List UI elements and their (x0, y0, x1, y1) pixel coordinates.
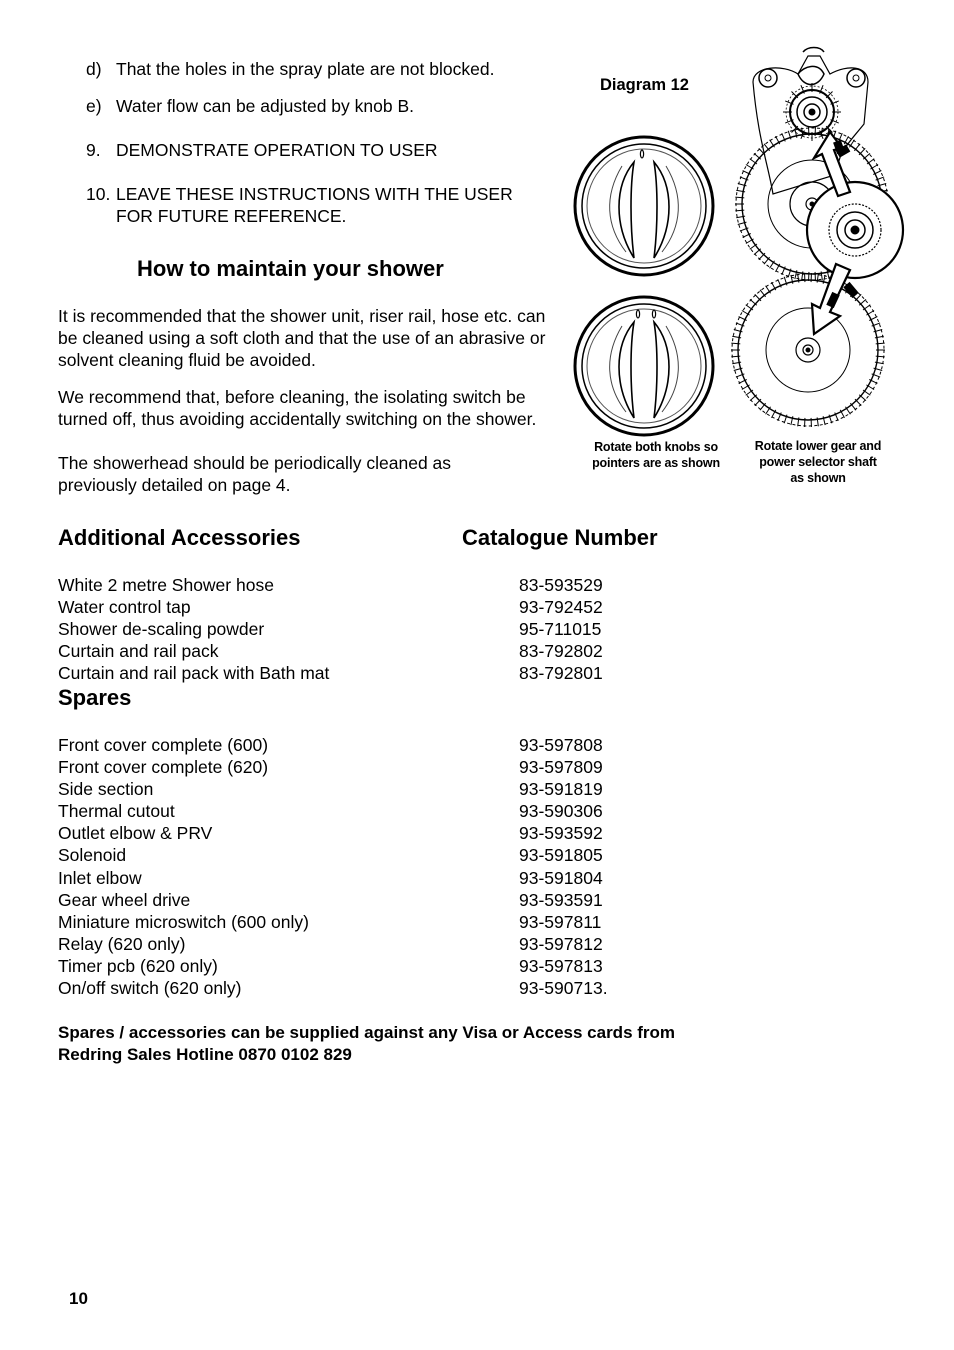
list-marker: e) (86, 96, 102, 116)
maintain-paragraph-3: The showerhead should be periodically cleaned as previously detailed on page 4. (58, 453, 452, 495)
table-row (58, 756, 658, 778)
lower-gear-icon (731, 273, 885, 427)
instruction-item-10 (86, 183, 516, 227)
table-row (58, 596, 658, 618)
table-row (58, 778, 658, 800)
gear-tooth (863, 153, 870, 159)
catalogue-number: 93-591805 (519, 845, 603, 866)
catalogue-number: 93-593591 (519, 889, 603, 910)
maintain-heading: How to maintain your shower (137, 256, 444, 281)
catalogue-number: 93-792452 (519, 597, 603, 618)
catalogue-number: 93-597808 (519, 735, 603, 755)
sales-hotline-note (58, 1022, 675, 1066)
sales-note-line-2: Redring Sales Hotline 0870 0102 829 (58, 1045, 352, 1064)
spares-heading: Spares (58, 685, 132, 710)
list-text: That the holes in the spray plate are not blocked. (116, 59, 495, 79)
diagram-title: Diagram 12 (600, 76, 689, 94)
diagram-caption-right: Rotate lower gear and power selector shaft as shown (754, 439, 882, 485)
table-row (58, 955, 658, 977)
table-row (58, 734, 658, 756)
table-row (58, 889, 658, 911)
item-name: Miniature microswitch (600 only) (58, 911, 309, 932)
bottom-knob-icon (575, 297, 713, 435)
item-name: Front cover complete (620) (58, 757, 269, 778)
gear-tooth (759, 253, 765, 260)
diagram-12 (568, 44, 918, 494)
item-name: Water control tap (58, 597, 191, 618)
accessories-table (58, 574, 658, 684)
catalogue-number: 93-597812 (519, 933, 603, 954)
gear-tooth (750, 299, 757, 305)
table-row (58, 800, 658, 822)
catalogue-number-heading: Catalogue Number (462, 525, 658, 550)
table-row (58, 844, 658, 866)
gear-tooth (755, 399, 761, 406)
gear-housing-icon (753, 48, 868, 195)
item-name: Front cover complete (600) (58, 735, 269, 755)
catalogue-number: 93-591804 (519, 867, 603, 888)
instruction-item-d (86, 58, 556, 80)
diagram-caption-left: Rotate both knobs so pointers are as shown (592, 440, 720, 470)
catalogue-number: 83-792802 (519, 641, 603, 662)
table-row (58, 977, 658, 999)
catalogue-number: 93-597809 (519, 757, 603, 778)
gear-tooth (859, 395, 866, 401)
catalogue-number: 83-593529 (519, 575, 603, 595)
catalogue-number: 93-597811 (519, 911, 602, 932)
catalogue-number: 93-591819 (519, 779, 603, 800)
sales-note-line-1: Spares / accessories can be supplied against any Visa or Access cards from (58, 1023, 676, 1042)
power-selector-shaft-icon (807, 182, 903, 278)
catalogue-number: 93-597813 (519, 955, 603, 976)
catalogue-number: 95-711015 (519, 619, 602, 640)
item-name: Relay (620 only) (58, 933, 186, 954)
catalogue-number: 93-593592 (519, 823, 603, 844)
catalogue-number: 83-792801 (519, 663, 603, 684)
maintain-paragraph-2: We recommend that, before cleaning, the isolating switch be turned off, thus avoiding accidentally switching on the shower. (58, 387, 537, 429)
gear-tooth (755, 294, 761, 301)
table-row (58, 933, 658, 955)
gear-tooth (855, 294, 861, 301)
item-name: Curtain and rail pack (58, 641, 219, 662)
list-marker: 10. (86, 184, 111, 204)
page-number: 10 (69, 1289, 88, 1308)
gear-tooth (859, 148, 865, 155)
upper-pinion-gear-icon (783, 83, 841, 141)
catalogue-number: 93-590306 (519, 801, 603, 822)
table-row (58, 640, 658, 662)
item-name: Side section (58, 779, 154, 800)
list-text: DEMONSTRATE OPERATION TO USER (116, 140, 438, 160)
table-row (58, 574, 658, 596)
item-name: White 2 metre Shower hose (58, 575, 274, 595)
item-name: Thermal cutout (58, 801, 175, 822)
table-row (58, 867, 658, 889)
table-row (58, 662, 658, 684)
item-name: Curtain and rail pack with Bath mat (58, 663, 330, 684)
gear-tooth (855, 399, 861, 406)
top-knob-icon (575, 137, 713, 275)
catalogue-number: 93-590713. (519, 978, 608, 999)
list-marker: d) (86, 59, 102, 79)
item-name: Shower de-scaling powder (58, 619, 265, 640)
gear-tooth (859, 299, 866, 305)
diagram-drawing (568, 44, 918, 494)
gear-tooth (754, 153, 761, 159)
gear-tooth (754, 249, 761, 255)
instruction-item-e (86, 95, 536, 117)
list-marker: 9. (86, 140, 101, 160)
instruction-item-9 (86, 139, 536, 161)
item-name: Gear wheel drive (58, 889, 191, 910)
table-row (58, 911, 658, 933)
list-text: Water flow can be adjusted by knob B. (116, 96, 414, 116)
item-name: Inlet elbow (58, 867, 142, 888)
item-name: Solenoid (58, 845, 127, 866)
accessories-heading: Additional Accessories (58, 525, 301, 550)
table-row (58, 618, 658, 640)
spares-table (58, 734, 658, 999)
gear-tooth (750, 395, 757, 401)
table-row (58, 822, 658, 844)
item-name: On/off switch (620 only) (58, 978, 242, 999)
list-text: LEAVE THESE INSTRUCTIONS WITH THE USER FOR FUTURE REFERENCE. (116, 184, 513, 226)
maintain-paragraph-1: It is recommended that the shower unit, riser rail, hose etc. can be cleaned using a soft cloth and that the use of an abrasive or solvent cleaning fluid be avoided. (58, 306, 546, 370)
item-name: Outlet elbow & PRV (58, 823, 213, 844)
item-name: Timer pcb (620 only) (58, 955, 218, 976)
